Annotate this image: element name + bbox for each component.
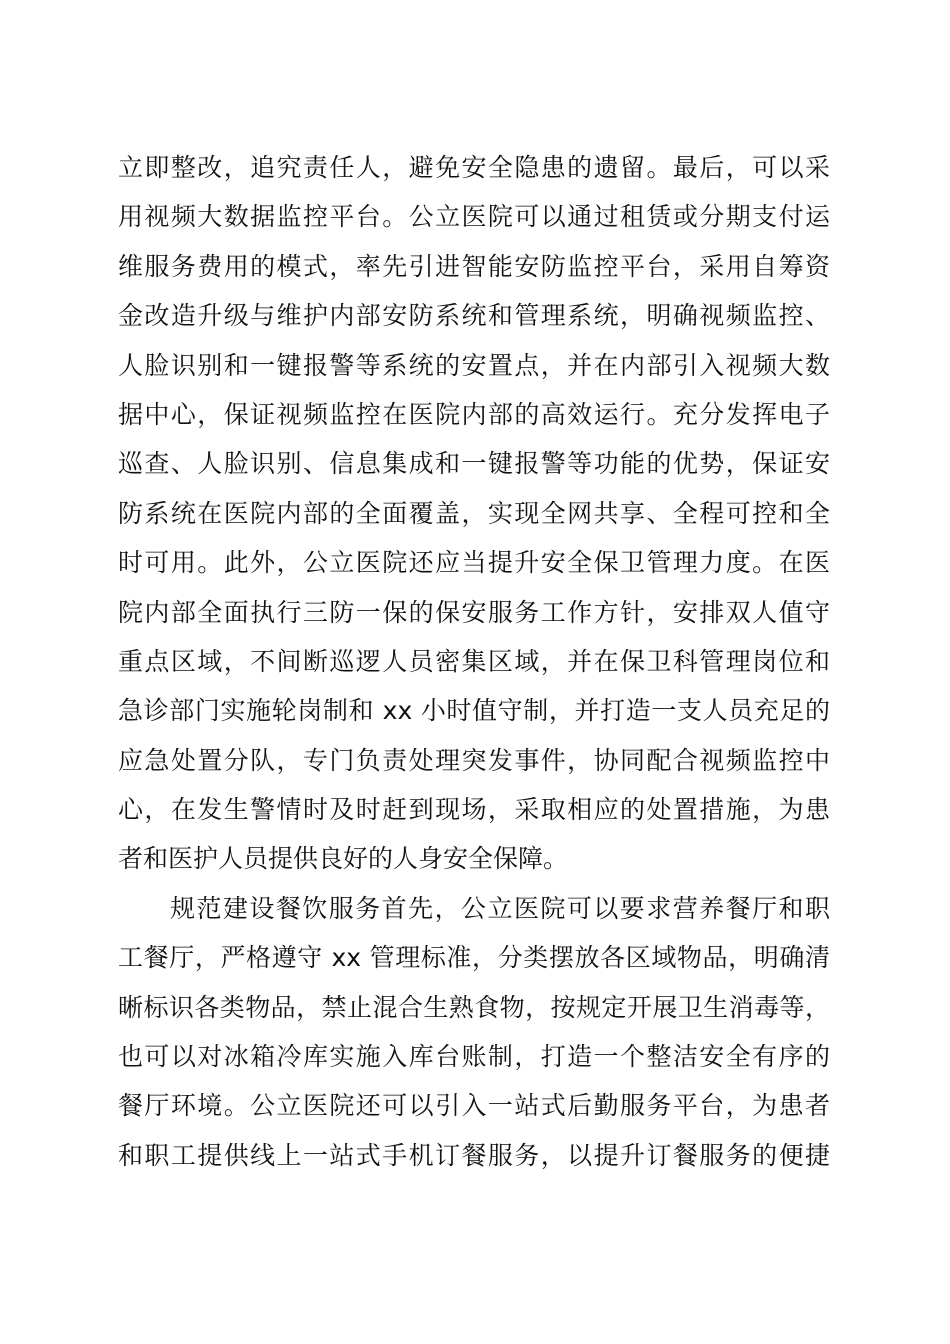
text-line: 也可以对冰箱冷库实施入库台账制，打造一个整洁安全有序的	[118, 1042, 830, 1072]
text-line: 防系统在医院内部的全面覆盖，实现全网共享、全程可控和全	[118, 498, 830, 528]
text-line: 用视频大数据监控平台。公立医院可以通过租赁或分期支付运	[118, 202, 830, 232]
paragraph-2	[118, 884, 830, 1180]
text-line: 晰标识各类物品，禁止混合生熟食物，按规定开展卫生消毒等，	[118, 992, 830, 1022]
text-line: 和职工提供线上一站式手机订餐服务，以提升订餐服务的便捷	[118, 1140, 830, 1170]
paragraph-1	[118, 143, 830, 884]
text-line: 心，在发生警情时及时赶到现场，采取相应的处置措施，为患	[118, 795, 830, 825]
text-line: 金改造升级与维护内部安防系统和管理系统，明确视频监控、	[118, 301, 830, 331]
text-line: 重点区域，不间断巡逻人员密集区域，并在保卫科管理岗位和	[118, 646, 830, 676]
text-line: 人脸识别和一键报警等系统的安置点，并在内部引入视频大数	[118, 350, 830, 380]
text-line: 者和医护人员提供良好的人身安全保障。	[118, 844, 569, 874]
text-line: 院内部全面执行三防一保的保安服务工作方针，安排双人值守	[118, 597, 830, 627]
text-line: 时可用。此外，公立医院还应当提升安全保卫管理力度。在医	[118, 548, 830, 578]
text-line: 工餐厅，严格遵守 xx 管理标准，分类摆放各区域物品，明确清	[118, 943, 830, 973]
text-line: 据中心，保证视频监控在医院内部的高效运行。充分发挥电子	[118, 399, 830, 429]
text-line: 规范建设餐饮服务首先，公立医院可以要求营养餐厅和职	[170, 893, 830, 923]
text-line: 急诊部门实施轮岗制和 xx 小时值守制，并打造一支人员充足的	[118, 696, 830, 726]
text-line: 餐厅环境。公立医院还可以引入一站式后勤服务平台，为患者	[118, 1091, 830, 1121]
text-line: 应急处置分队，专门负责处理突发事件，协同配合视频监控中	[118, 745, 830, 775]
text-line: 维服务费用的模式，率先引进智能安防监控平台，采用自筹资	[118, 251, 830, 281]
text-line: 立即整改，追究责任人，避免安全隐患的遗留。最后，可以采	[118, 153, 830, 182]
body-text	[118, 143, 830, 1180]
text-line: 巡查、人脸识别、信息集成和一键报警等功能的优势，保证安	[118, 449, 830, 479]
